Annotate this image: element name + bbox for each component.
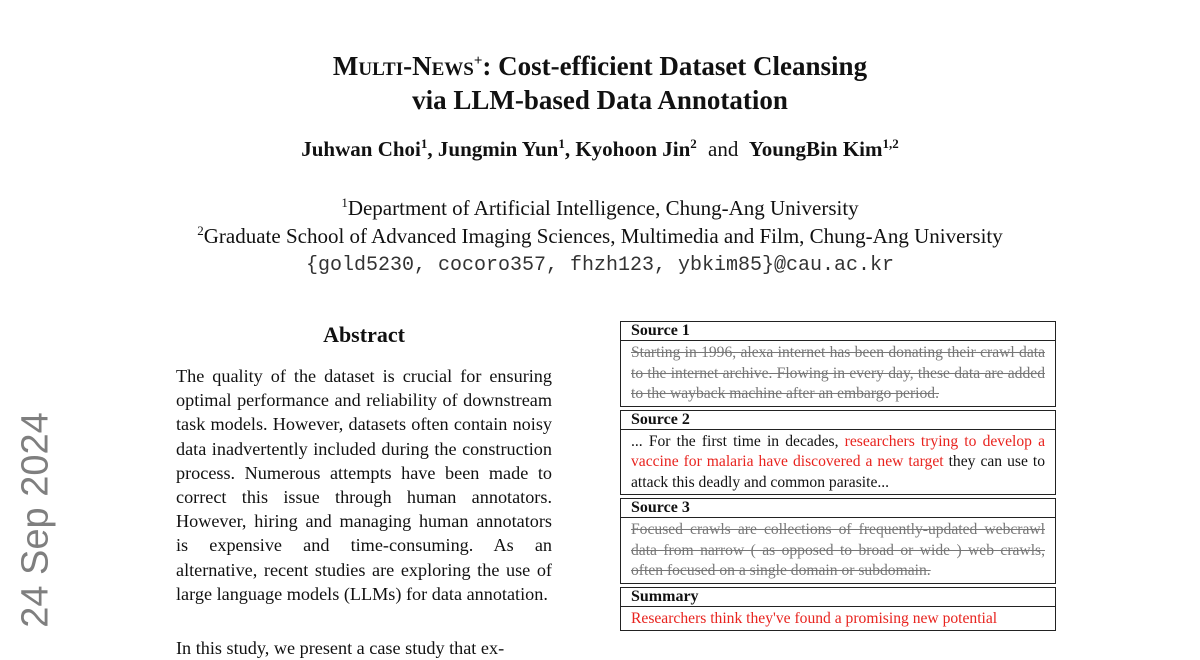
summary-box — [620, 587, 1056, 632]
author-affiliation-mark: 1 — [420, 136, 428, 151]
affiliation-mark: 1 — [341, 195, 348, 210]
abstract-paragraph-1: The quality of the dataset is crucial for ensuring optimal performance and reliability of downstream task models. However, datasets often contain noisy data inadvertently included during the construction process. Numerous attempts have been made to correct this issue through human annotators. However, hiring and managing human annotators is expensive and time-consuming. As an alternative, recent studies are exploring the use of large language models (LLMs) for data annotation. — [176, 366, 552, 604]
author-list: Juhwan Choi$^1$, Jungmin Yun$^1$, Kyohoon Jin$^2$ and YoungBin Kim$^{1,2}$ — [301, 136, 899, 161]
title-line-2: via LLM-based Data Annotation — [412, 85, 788, 115]
affiliation-mark: 2 — [197, 223, 204, 238]
highlighted-text: researchers trying to develop a vaccine for malaria have discovered a new target — [631, 432, 1045, 470]
affiliation-1 — [0, 195, 1200, 221]
author-name: Kyohoon Jin — [575, 137, 691, 161]
source-label: Source 1 — [621, 322, 1055, 341]
author-affiliation-mark: 1,2 — [882, 136, 899, 151]
paper-title — [0, 44, 1200, 117]
removed-text: Starting in 1996, alexa internet has been donating their crawl data to the internet archive. Flowing in every day, these data are added to the wayback machine after an embargo period. — [631, 344, 1045, 402]
summary-text — [621, 607, 1055, 631]
author-name: Jungmin Yun — [437, 137, 559, 161]
source-label: Source 3 — [621, 499, 1055, 518]
source-text — [621, 518, 1055, 583]
plain-text: ... For the first time in decades, — [631, 432, 845, 450]
abstract-paragraph-2: In this study, we present a case study that ex- — [176, 638, 505, 658]
and-word: and — [708, 137, 739, 161]
author-name: Juhwan Choi — [301, 137, 421, 161]
plain-text: they can use to attack this deadly and common parasite... — [631, 453, 1045, 491]
author-emails: {gold5230, cocoro357, fhzh123, ybkim85}@cau.ac.kr — [305, 254, 895, 277]
title-smallcaps: Multi-News — [332, 51, 474, 81]
source-box — [620, 410, 1056, 496]
arxiv-side-stamp — [14, 412, 58, 628]
arxiv-date: 24 Sep 2024 — [14, 412, 57, 628]
source-label: Source 2 — [621, 411, 1055, 430]
title-superscript: + — [473, 53, 483, 69]
affiliation-2 — [0, 223, 1200, 249]
affiliation-text: Graduate School of Advanced Imaging Sciences, Multimedia and Film, Chung-Ang University — [203, 224, 1003, 248]
source-text — [621, 430, 1055, 495]
figure-panel — [620, 321, 1056, 634]
title-line-1 — [0, 44, 1200, 83]
affiliation-text: Department of Artificial Intelligence, Chung-Ang University — [347, 196, 859, 220]
author-name: YoungBin Kim — [748, 137, 883, 161]
author-affiliation-mark: 2 — [690, 136, 697, 151]
source-box — [620, 498, 1056, 584]
title-rest: : Cost-efficient Dataset Cleansing — [482, 51, 868, 81]
summary-highlighted-text: Researchers think they've found a promising new potential — [631, 609, 998, 627]
source-box — [620, 321, 1056, 407]
author-affiliation-mark: 1 — [558, 136, 565, 151]
source-text — [621, 341, 1055, 406]
abstract-heading: Abstract — [323, 322, 405, 347]
summary-label: Summary — [621, 588, 1055, 607]
removed-text: Focused crawls are collections of frequently-updated webcrawl data from narrow ( as opposed to broad or wide ) web crawls, often focused on a single domain or subdomain. — [631, 521, 1045, 579]
